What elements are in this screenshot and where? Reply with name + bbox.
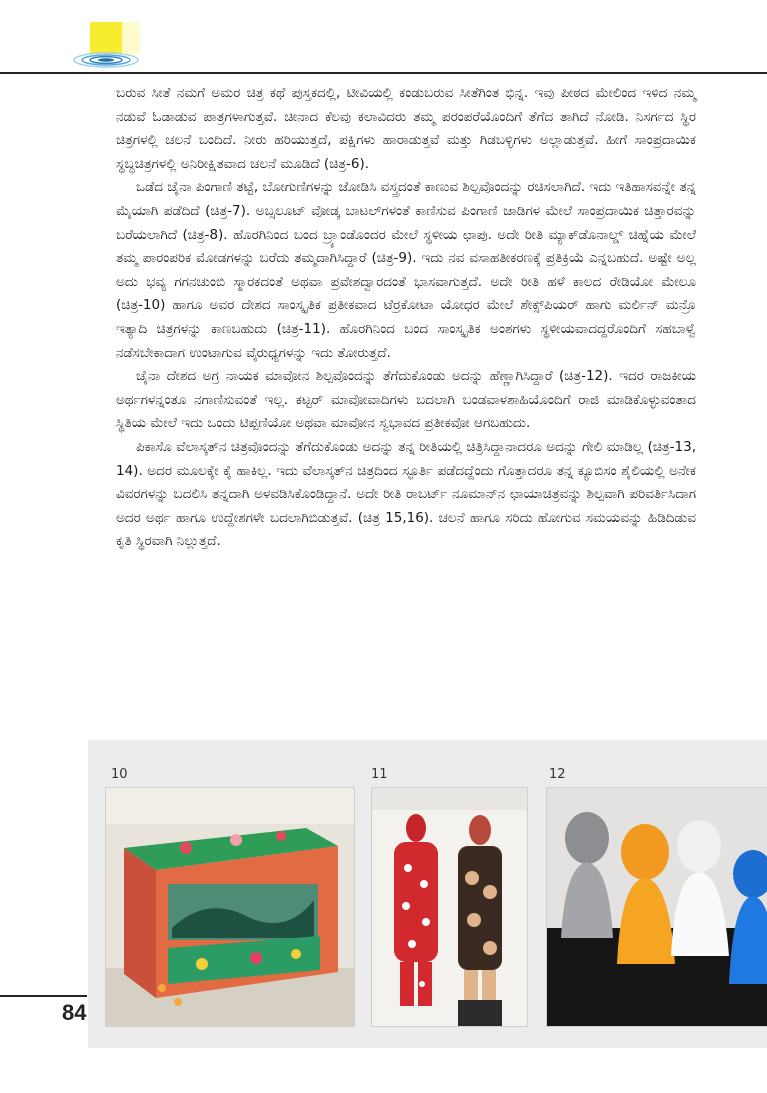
- busts-image: [547, 788, 767, 1026]
- figure-label-10: 10: [111, 767, 128, 782]
- page-number: 84: [62, 1000, 87, 1025]
- terracotta-warriors-image: [372, 788, 527, 1026]
- paragraph-3: ಚೈನಾ ದೇಶದ ಅಗ್ರ ನಾಯಕ ಮಾವೋನ ಶಿಲ್ಪವೊಂದನ್ನು ತೆಗೆದುಕೊಂಡು ಅದನ್ನು ಹೆಣ್ಣಾಗಿಸಿದ್ದಾರೆ (ಚಿತ್ರ-12). ಇದರ ರಾಜಕೀಯ ಅರ್ಥಗಳನ್ನಂತೂ ನಗಾಣಿಸುವಂತೆ ಇಲ್ಲ. ಕಟ್ಟರ್ ಮಾವೋವಾದಿಗಳು ಬದಲಾಗಿ ಬಂಡವಾಳಶಾಹಿಯೊಂದಿಗೆ ರಾಜಿ ಮಾಡಿಕೊಳ್ಳುವಂತಾದ ಸ್ಥಿತಿಯ ಮೇಲೆ ಇದು ಒಂದು ಟಿಪ್ಪಣಿಯೋ ಅಥವಾ ಮಾವೋನ ಸ್ವಭಾವದ ಪ್ರತೀಕವೋ ಆಗಬಹುದು.: [116, 368, 696, 432]
- figure-12-photo: [546, 787, 767, 1027]
- header-logo-icon: [72, 22, 190, 68]
- footer-divider: [0, 995, 87, 997]
- paragraph-2: ಒಡೆದ ಚೈನಾ ಪಿಂಗಾಣಿ ತಟ್ಟೆ, ಬೋಗುಣಿಗಳನ್ನು ಜೋಡಿಸಿ ವಸ್ತ್ರದಂತೆ ಕಾಣುವ ಶಿಲ್ಪವೊಂದನ್ನು ರಚಿಸಲಾಗಿದೆ. ಇದು ಇತಿಹಾಸವನ್ನೇ ತನ್ನ ಮೈಯಾಗಿ ಪಡೆದಿದೆ (ಚಿತ್ರ-7). ಅಬ್ಸಲೂಟ್ ವೋಡ್ಕ ಬಾಟಲ್‌ಗಳಂತೆ ಕಾಣಿಸುವ ಪಿಂಗಾಣಿ ಜಾಡಿಗಳ ಮೇಲೆ ಸಾಂಪ್ರದಾಯಿಕ ಚಿತ್ತಾರವನ್ನು ಬರೆಯಲಾಗಿದೆ (ಚಿತ್ರ-8). ಹೊರಗಿನಿಂದ ಬಂದ ಬ್ರ್ಯಾಂಡೊಂದರ ಮೇಲೆ ಸ್ಥಳೀಯ ಛಾಪು. ಅದೇ ರೀತಿ ಮ್ಯಾಕ್‌ಡೊನಾಲ್ಡ್ ಚಿಹ್ನೆಯ ಮೇಲೆ ತಮ್ಮ ಪಾರಂಪರಿಕ ಮೋಡಗಳನ್ನು ಬರೆದು ತಮ್ಮದಾಗಿಸಿದ್ದಾರೆ (ಚಿತ್ರ-9). ಇದು ನವ ವಸಾಹತೀಕರಣಕ್ಕೆ ಪ್ರತಿಕ್ರಿಯೆ ಎನ್ನಬಹುದೆ. ಅಷ್ಟೇ ಅಲ್ಲ ಅದು ಭವ್ಯ ಗಗನಚುಂಬಿ ಸ್ಮಾರಕದಂತೆ ಅಥವಾ ಪ್ರವೇಶದ್ವಾರದಂತೆ ಭಾಸವಾಗುತ್ತದೆ. ಅದೇ ರೀತಿ ಹಳೆ ಕಾಲದ ರೇಡಿಯೋ ಮೇಲೂ (ಚಿತ್ರ-10) ಹಾಗೂ ಅವರ ದೇಶದ ಸಾಂಸ್ಕೃತಿಕ ಪ್ರತೀಕವಾದ ಟೆರ್ರಕೋಟಾ ಯೋಧರ ಮೇಲೆ ಶೇಕ್ಸ್‌ಪಿಯರ್ ಹಾಗು ಮರ್ಲಿನ್ ಮನ್ರೊ ಇತ್ಯಾದಿ ಚಿತ್ರಗಳನ್ನು ಕಾಣಬಹುದು (ಚಿತ್ರ-11). ಹೊರಗಿನಿಂದ ಬಂದ ಸಾಂಸ್ಕೃತಿಕ ಅಂಶಗಳು ಸ್ಥಳೀಯವಾದದ್ದರೊಂದಿಗೆ ಸಹಬಾಳ್ವೆ ನಡೆಸಬೇಕಾದಾಗ ಉಂಟಾಗುವ ವೈರುಧ್ಯಗಳನ್ನು ಇದು ತೋರುತ್ತದೆ.: [116, 179, 696, 361]
- figure-panel: [88, 740, 767, 1048]
- figure-label-12: 12: [549, 767, 566, 782]
- paragraph-1: ಬರುವ ಸೀತೆ ನಮಗೆ ಅಮರ ಚಿತ್ರ ಕಥೆ ಪುಸ್ತಕದಲ್ಲಿ, ಟೀವಿಯಲ್ಲಿ ಕಂಡುಬರುವ ಸೀತೆಗಿಂತ ಭಿನ್ನ. ಇವು ಪೀಠದ ಮೇಲಿಂದ ಇಳಿದ ನಮ್ಮ ನಡುವೆ ಓಡಾಡುವ ಪಾತ್ರಗಳಾಗುತ್ತವೆ. ಚೀನಾದ ಕೆಲವು ಕಲಾವಿದರು ತಮ್ಮ ಪರಂಪರೆಯೊಂದಿಗೆ ತೆಗೆದ ತಾಗಿದೆ ನೋಡಿ. ನಿಸರ್ಗದ ಸ್ಥಿರ ಚಿತ್ರಗಳಲ್ಲಿ ಚಲನೆ ಬಂದಿದೆ. ನೀರು ಹರಿಯುತ್ತದೆ, ಪಕ್ಷಿಗಳು ಹಾರಾಡುತ್ತವೆ ಮತ್ತು ಗಿಡಬಳ್ಳಿಗಳು ಅಲ್ಲಾಡುತ್ತವೆ. ಹೀಗೆ ಸಾಂಪ್ರದಾಯಿಕ ಸ್ಥಬ್ಧಚಿತ್ರಗಳಲ್ಲಿ ಅನಿರೀಕ್ಷಿತವಾದ ಚಲನೆ ಮೂಡಿದೆ (ಚಿತ್ರ-6).: [116, 85, 696, 172]
- figure-11-photo: [371, 787, 528, 1027]
- paragraph-4: ಪಿಕಾಸೊ ವೆಲಾಸ್ಕತ್‌ನ ಚಿತ್ರವೊಂದನ್ನು ತೆಗೆದುಕೊಂಡು ಅದನ್ನು ತನ್ನ ರೀತಿಯಲ್ಲಿ ಚಿತ್ರಿಸಿದ್ದಾನಾದರೂ ಅದನ್ನು ಗೇಲಿ ಮಾಡಿಲ್ಲ (ಚಿತ್ರ-13, 14). ಅದರ ಮೂಲಕ್ಕೇ ಕೈ ಹಾಕಿಲ್ಲ. ಇದು ವೆಲಾಸ್ಕತ್‌ನ ಚಿತ್ರದಿಂದ ಸ್ಫೂರ್ತಿ ಪಡೆದದ್ದೆಂದು ಗೊತ್ತಾದರೂ ತನ್ನ ಕ್ಯೂಬಿಸಂ ಶೈಲಿಯಲ್ಲಿ ಅನೇಕ ವಿವರಗಳನ್ನು ಬದಲಿಸಿ ತನ್ನದಾಗಿ ಅಳವಡಿಸಿಕೊಂಡಿದ್ದಾನೆ. ಅದೇ ರೀತಿ ರಾಬರ್ಟ್ ನೂಮಾನ್‌ನ ಛಾಯಾಚಿತ್ರವನ್ನು ಶಿಲ್ಪವಾಗಿ ಪರಿವರ್ತಿಸಿದಾಗ ಅದರ ಅರ್ಥ ಹಾಗೂ ಉದ್ದೇಶಗಳೇ ಬದಲಾಗಿಬಿಡುತ್ತವೆ. (ಚಿತ್ರ 15,16). ಚಲನೆ ಹಾಗೂ ಸರಿದು ಹೋಗುವ ಸಮಯವನ್ನು ಹಿಡಿದಿಡುವ ಕೃತಿ ಸ್ಥಿರವಾಗಿ ನಿಲ್ಲುತ್ತದೆ.: [116, 438, 696, 550]
- figure-label-11: 11: [371, 767, 388, 782]
- header-divider: [0, 72, 767, 74]
- article-body: [116, 82, 696, 554]
- figure-10-photo: [105, 787, 355, 1027]
- painted-box-image: [106, 788, 354, 1026]
